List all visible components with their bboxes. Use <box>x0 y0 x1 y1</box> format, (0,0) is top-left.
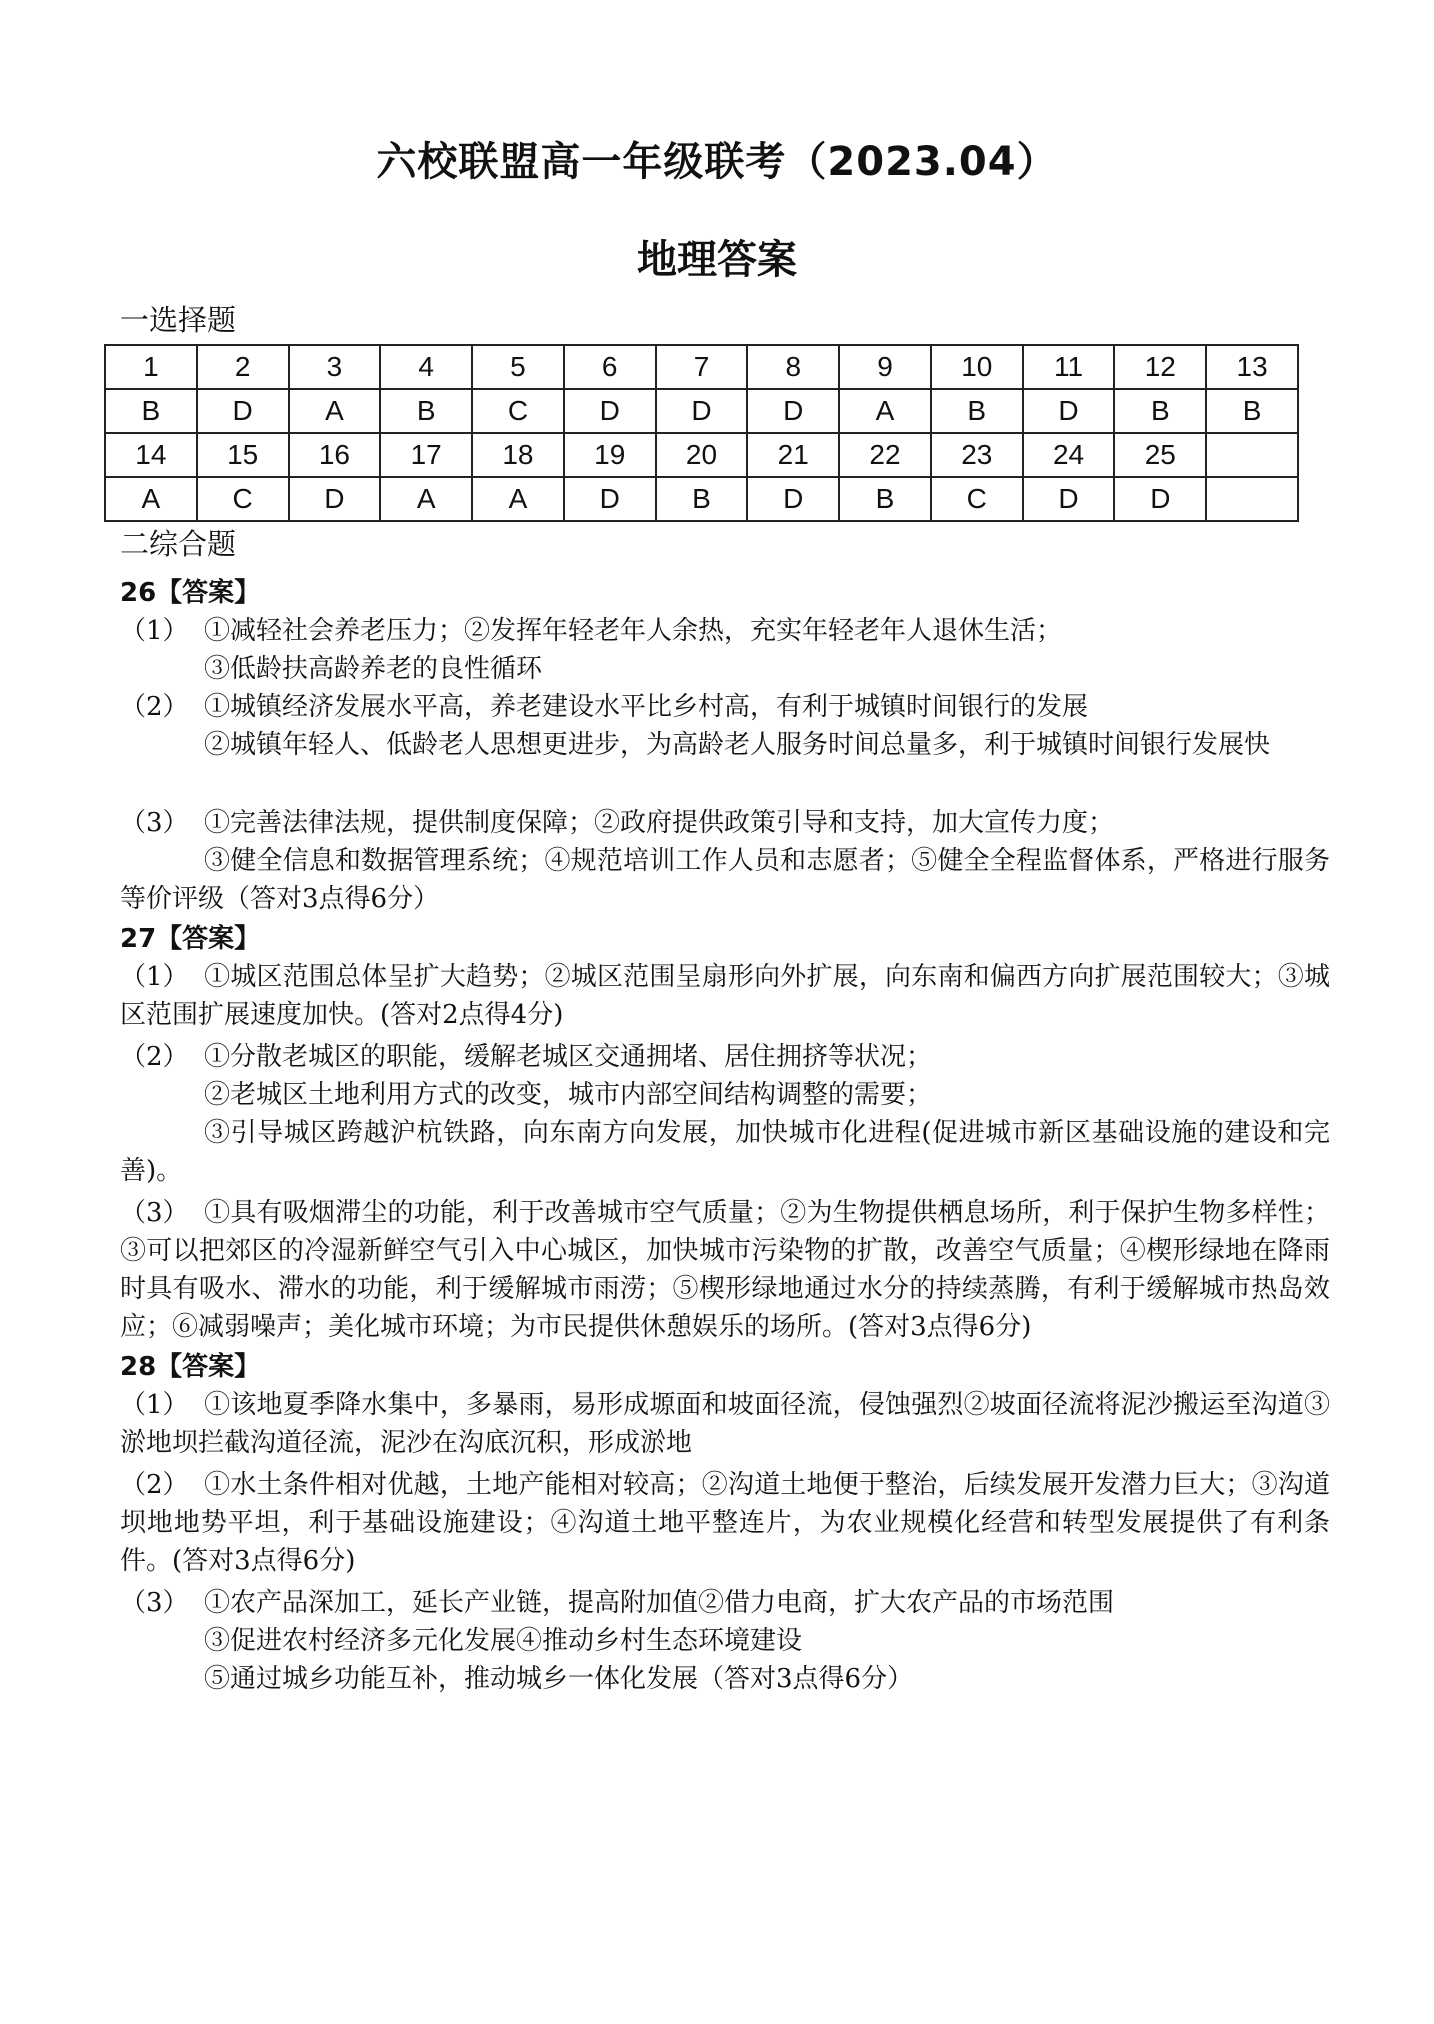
answer-text: ①城镇经济发展水平高，养老建设水平比乡村高，有利于城镇时间银行的发展 <box>204 692 1089 722</box>
answer-letter-cell: D <box>747 389 839 433</box>
question-26-heading: 26【答案】 <box>120 578 261 608</box>
answer-letter-cell: C <box>197 477 289 521</box>
section-multiple-choice-heading: 一选择题 <box>120 303 237 337</box>
question-number-cell: 14 <box>105 433 197 477</box>
answer-letter-cell: A <box>380 477 472 521</box>
part-number: （2） <box>120 1470 189 1500</box>
answer-text: ①具有吸烟滞尘的功能，利于改善城市空气质量；②为生物提供栖息场所，利于保护生物多样性；③可以把郊区的冷湿新鲜空气引入中心城区，加快城市污染物的扩散，改善空气质量；④楔形绿地在降雨时具有吸水、滞水的功能，利于缓解城市雨涝；⑤楔形绿地通过水分的持续蒸腾，有利于缓解城市热岛效应；⑥减弱噪声；美化城市环境；为市民提供休憩娱乐的场所。(答对3点得6分) <box>120 1198 1330 1342</box>
answer-letter-cell: C <box>472 389 564 433</box>
question-number-cell: 8 <box>747 345 839 389</box>
answer-letter-cell: B <box>1114 389 1206 433</box>
answer-letter-cell: B <box>380 389 472 433</box>
question-number-cell: 20 <box>656 433 748 477</box>
answer-letter-cell: D <box>1114 477 1206 521</box>
question-number-cell: 2 <box>197 345 289 389</box>
q27-part-3 <box>120 1194 1330 1346</box>
question-number-cell: 7 <box>656 345 748 389</box>
q27-part-1 <box>120 958 1330 1034</box>
answer-letter-cell: C <box>931 477 1023 521</box>
q28-part-2 <box>120 1466 1330 1580</box>
q28-part-1 <box>120 1386 1330 1462</box>
answer-letter-cell: D <box>197 389 289 433</box>
question-28-heading: 28【答案】 <box>120 1352 261 1382</box>
answer-text: ③促进农村经济多元化发展④推动乡村生态环境建设 <box>204 1626 803 1656</box>
answer-text: ⑤通过城乡功能互补，推动城乡一体化发展（答对3点得6分） <box>204 1664 914 1694</box>
answer-letter-cell: D <box>564 477 656 521</box>
answer-letter-row <box>105 477 1298 521</box>
answer-table <box>104 344 1299 522</box>
question-number-cell: 13 <box>1206 345 1298 389</box>
question-number-cell <box>1206 433 1298 477</box>
answer-letter-cell: A <box>839 389 931 433</box>
answer-letter-cell: A <box>289 389 381 433</box>
answer-text: ①分散老城区的职能，缓解老城区交通拥堵、居住拥挤等状况； <box>204 1042 933 1072</box>
answer-letter-cell: D <box>656 389 748 433</box>
answer-letter-cell <box>1206 477 1298 521</box>
answer-text: ①该地夏季降水集中，多暴雨，易形成塬面和坡面径流，侵蚀强烈②坡面径流将泥沙搬运至沟道③淤地坝拦截沟道径流，泥沙在沟底沉积，形成淤地 <box>120 1390 1330 1458</box>
answer-text: ①城区范围总体呈扩大趋势；②城区范围呈扇形向外扩展，向东南和偏西方向扩展范围较大；③城区范围扩展速度加快。(答对2点得4分) <box>120 962 1330 1030</box>
answer-text: ②城镇年轻人、低龄老人思想更进步，为高龄老人服务时间总量多，利于城镇时间银行发展快 <box>204 730 1271 760</box>
answer-letter-row <box>105 389 1298 433</box>
spacer <box>120 764 1330 804</box>
question-number-cell: 19 <box>564 433 656 477</box>
answer-text: ③低龄扶高龄养老的良性循环 <box>204 654 543 684</box>
question-number-cell: 21 <box>747 433 839 477</box>
answer-letter-cell: B <box>1206 389 1298 433</box>
part-number: （3） <box>120 1588 189 1618</box>
q26-part-2 <box>120 688 1330 764</box>
question-number-cell: 4 <box>380 345 472 389</box>
answer-text: ③引导城区跨越沪杭铁路，向东南方向发展，加快城市化进程(促进城市新区基础设施的建设和完善)。 <box>120 1118 1330 1186</box>
section-comprehensive-heading: 二综合题 <box>120 527 237 561</box>
answer-letter-cell: D <box>289 477 381 521</box>
question-number-cell: 6 <box>564 345 656 389</box>
question-number-cell: 23 <box>931 433 1023 477</box>
answer-letter-cell: B <box>656 477 748 521</box>
question-number-cell: 16 <box>289 433 381 477</box>
answer-letter-cell: D <box>747 477 839 521</box>
question-number-cell: 15 <box>197 433 289 477</box>
answer-text: ①完善法律法规，提供制度保障；②政府提供政策引导和支持，加大宣传力度； <box>204 808 1115 838</box>
question-number-cell: 25 <box>1114 433 1206 477</box>
answer-text: ①农产品深加工，延长产业链，提高附加值②借力电商，扩大农产品的市场范围 <box>204 1588 1115 1618</box>
q28-part-3 <box>120 1584 1330 1698</box>
answer-letter-cell: D <box>1023 389 1115 433</box>
question-number-cell: 17 <box>380 433 472 477</box>
question-number-row <box>105 433 1298 477</box>
answer-letter-cell: B <box>931 389 1023 433</box>
part-number: （2） <box>120 1042 189 1072</box>
answer-letter-cell: B <box>839 477 931 521</box>
answer-text: ①水土条件相对优越，土地产能相对较高；②沟道土地便于整治，后续发展开发潜力巨大；③沟道坝地地势平坦，利于基础设施建设；④沟道土地平整连片，为农业规模化经营和转型发展提供了有利条件。(答对3点得6分) <box>120 1470 1330 1576</box>
question-number-cell: 24 <box>1023 433 1115 477</box>
answer-content <box>120 572 1330 1698</box>
answer-text: ③健全信息和数据管理系统；④规范培训工作人员和志愿者；⑤健全全程监督体系，严格进行服务等价评级（答对3点得6分） <box>120 846 1330 914</box>
answer-text: ②老城区土地利用方式的改变，城市内部空间结构调整的需要； <box>204 1080 933 1110</box>
question-number-cell: 1 <box>105 345 197 389</box>
question-number-cell: 5 <box>472 345 564 389</box>
question-number-cell: 11 <box>1023 345 1115 389</box>
part-number: （1） <box>120 616 189 646</box>
answer-text: ①减轻社会养老压力；②发挥年轻老年人余热，充实年轻老年人退休生活； <box>204 616 1063 646</box>
question-number-row <box>105 345 1298 389</box>
question-number-cell: 10 <box>931 345 1023 389</box>
answer-letter-cell: D <box>564 389 656 433</box>
part-number: （1） <box>120 962 189 992</box>
question-number-cell: 12 <box>1114 345 1206 389</box>
part-number: （1） <box>120 1390 189 1420</box>
page-title: 六校联盟高一年级联考（2023.04） <box>376 139 1058 185</box>
answer-letter-cell: B <box>105 389 197 433</box>
answer-letter-cell: A <box>472 477 564 521</box>
page-subtitle: 地理答案 <box>637 237 797 283</box>
q26-part-3 <box>120 804 1330 918</box>
question-number-cell: 9 <box>839 345 931 389</box>
answer-letter-cell: D <box>1023 477 1115 521</box>
part-number: （3） <box>120 1198 189 1228</box>
question-27-heading: 27【答案】 <box>120 924 261 954</box>
q26-part-1 <box>120 612 1330 688</box>
question-number-cell: 3 <box>289 345 381 389</box>
question-number-cell: 22 <box>839 433 931 477</box>
answer-letter-cell: A <box>105 477 197 521</box>
q27-part-2 <box>120 1038 1330 1190</box>
part-number: （2） <box>120 692 189 722</box>
question-number-cell: 18 <box>472 433 564 477</box>
part-number: （3） <box>120 808 189 838</box>
